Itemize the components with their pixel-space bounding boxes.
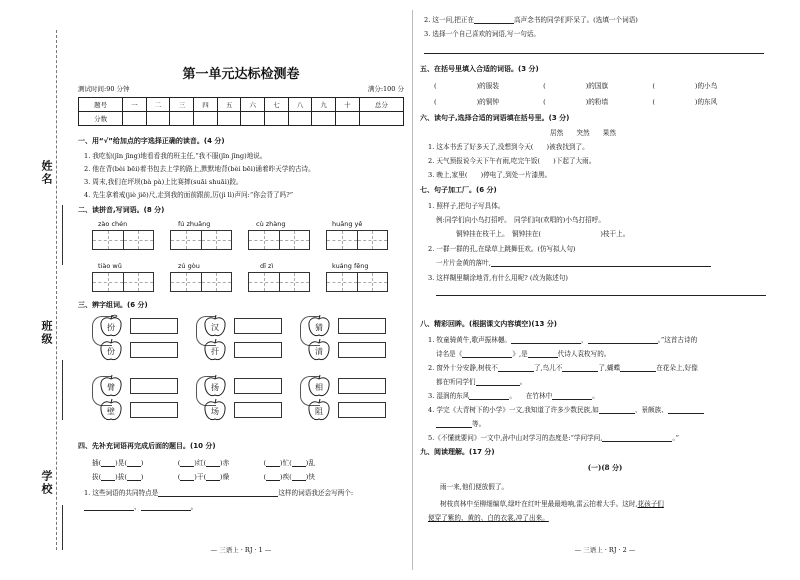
section-4-heading: 四、先补充词语再完成后面的题目。(10 分) — [78, 442, 216, 450]
binding-margin — [0, 0, 70, 580]
answer-box[interactable] — [234, 378, 282, 394]
page-footer: — 三语上 · RJ · 1 — — [210, 546, 272, 554]
reading-paragraph-1: 雨一来,他们便放假了。 — [440, 483, 509, 491]
score-cell: 七 — [265, 98, 289, 112]
s6-question-1: 1. 这本书丢了好多天了,没想到今天( )被我找到了。 — [428, 143, 589, 151]
section-7-heading: 七、句子加工厂。(6 分) — [420, 186, 497, 194]
score-input[interactable] — [146, 112, 170, 126]
char: 壁 — [107, 407, 115, 416]
score-input[interactable] — [194, 112, 218, 126]
score-header-row — [79, 98, 404, 112]
score-input[interactable] — [170, 112, 194, 126]
s5-row-1: ( )的服装 ( )的国旗 ( )的小鸟 — [434, 82, 718, 90]
writing-grid[interactable] — [92, 230, 154, 250]
score-input[interactable] — [336, 112, 360, 126]
score-value-row — [79, 112, 404, 126]
school-label: 学校 — [40, 470, 53, 496]
full-score: 满分:100 分 — [367, 85, 404, 93]
s7-example: 例:同学们向小鸟打招呼。 同学们向(欢唱的)小鸟打招呼。 — [436, 216, 605, 224]
writing-grid[interactable] — [326, 272, 388, 292]
answer-box[interactable] — [338, 378, 386, 394]
char: 汉 — [211, 323, 219, 332]
school-field[interactable] — [62, 505, 63, 550]
s8-question-2: 2. 窗外十分安静,树枝不 了,鸟儿不 了,蝴蝶 在花朵上,好像 — [428, 364, 698, 372]
apple-icon — [202, 397, 228, 423]
score-input[interactable] — [241, 112, 265, 126]
apple-icon — [98, 397, 124, 423]
score-input[interactable] — [288, 112, 312, 126]
score-cell: 总分 — [359, 98, 403, 112]
answer-box[interactable] — [234, 318, 282, 334]
score-input[interactable] — [265, 112, 289, 126]
score-row-label: 分数 — [79, 112, 123, 126]
s5-row-2: ( )的铜钟 ( )的粉墙 ( )的东风 — [434, 98, 718, 106]
answer-box[interactable] — [338, 318, 386, 334]
apple-icon — [98, 313, 124, 339]
s8-question-3: 3. 湿润的东风 。 在竹林中 。 — [428, 392, 599, 400]
section-9-heading: 九、阅读理解。(17 分) — [420, 448, 495, 456]
score-cell: 题号 — [79, 98, 123, 112]
char: 相 — [315, 383, 323, 392]
answer-line[interactable] — [491, 259, 711, 267]
apple-icon — [98, 373, 124, 399]
apple-icon — [202, 337, 228, 363]
answer-line[interactable] — [84, 503, 134, 511]
answer-box[interactable] — [234, 402, 282, 418]
char: 臂 — [107, 383, 115, 392]
pinyin-label: tiào wǔ — [98, 262, 122, 270]
score-input[interactable] — [217, 112, 241, 126]
apple-icon — [306, 373, 332, 399]
char: 份 — [107, 347, 115, 356]
apple-icon — [98, 337, 124, 363]
top-answer-line — [424, 46, 764, 54]
reading-paragraph-3: 便穿了紫的、黄的、白的衣裳,冲了出来。 — [428, 514, 549, 522]
page-divider — [412, 10, 413, 570]
page-footer: — 三语上 · RJ · 2 — — [574, 546, 636, 554]
pinyin-label: cù zhàng — [256, 220, 286, 228]
s4-row-1: 插( )晃( ) ( )红( )赤 ( )忙( )乱 — [92, 459, 315, 467]
exam-time: 测试时间:90 分钟 — [78, 85, 130, 93]
s7-answer-line — [436, 288, 766, 296]
s8-question-1-cont: 诗名是《 》,是 代诗人袁枚写的。 — [436, 350, 611, 358]
pinyin-label: fú zhuāng — [178, 220, 211, 228]
s6-question-2: 2. 天气预报说今天下午有雨,吃完午饭( )下起了大雨。 — [428, 157, 596, 165]
score-cell: 九 — [312, 98, 336, 112]
score-table — [78, 97, 404, 126]
score-cell: 三 — [170, 98, 194, 112]
s1-question-4: 4. 先生拿着戒(jiè jiē)尺,走到我的面前跟前,厉(jì lì)声问:“你会背了吗?” — [84, 191, 294, 199]
pinyin-label: dī zì — [260, 262, 274, 270]
top-question-3: 3. 选择一个自己喜欢的词语,写一句话。 — [424, 30, 540, 38]
pinyin-label: zào chén — [98, 220, 128, 228]
s4-question-1-cont: 、 。 — [84, 501, 197, 511]
s7-question-3: 3. 这样糊里糊涂地背,有什么用呢? (改为陈述句) — [428, 274, 568, 282]
left-page — [78, 0, 404, 580]
s8-question-2-cont: 都在听同学们 。 — [436, 378, 527, 386]
pinyin-label: huāng yě — [332, 220, 363, 228]
char: 猜 — [315, 323, 323, 332]
answer-box[interactable] — [130, 318, 178, 334]
s4-question-1: 1. 这些词语的共同特点是 这样的词语我还会写两个: — [84, 489, 354, 497]
binding-dashed-line — [56, 30, 57, 550]
right-page — [420, 0, 790, 580]
reading-part-1: (一)(8 分) — [587, 463, 623, 472]
writing-grid[interactable] — [92, 272, 154, 292]
section-8-heading: 八、精彩回眸。(根据课文内容填空)(13 分) — [420, 320, 557, 328]
answer-box[interactable] — [130, 402, 178, 418]
s1-question-1: 1. 我吃惊(jīn jīng)地看看我的班主任,“我不服(jīn jīng)地说。 — [84, 152, 267, 160]
s8-question-1: 1. 牧童骑黄牛,歌声振林樾。 ， 。”这首古诗的 — [428, 336, 698, 344]
section-3-heading: 三、辨字组词。(6 分) — [78, 301, 148, 309]
char: 清 — [315, 347, 323, 356]
section-5-heading: 五、在括号里填入合适的词语。(3 分) — [420, 65, 539, 73]
score-cell: 二 — [146, 98, 170, 112]
page-title: 第一单元达标检测卷 — [182, 67, 300, 82]
writing-grid[interactable] — [248, 272, 310, 292]
score-cell: 八 — [288, 98, 312, 112]
char: 扞 — [211, 347, 219, 356]
answer-line[interactable] — [158, 489, 278, 497]
answer-box[interactable] — [338, 342, 386, 358]
score-cell: 十 — [336, 98, 360, 112]
score-cell: 四 — [194, 98, 218, 112]
apple-icon — [202, 373, 228, 399]
name-label: 姓名 — [40, 160, 53, 186]
apple-icon — [202, 313, 228, 339]
apple-icon — [306, 397, 332, 423]
apple-icon — [306, 337, 332, 363]
answer-box[interactable] — [338, 402, 386, 418]
name-field[interactable] — [62, 205, 63, 265]
score-cell: 六 — [241, 98, 265, 112]
s8-question-4: 4. 学完《大青树下的小学》一文,我知道了许多少数民族,如 、景颇族、 — [428, 404, 704, 414]
s7-question-2b: 一片片金黄的落叶, — [436, 257, 711, 267]
score-cell: 一 — [123, 98, 147, 112]
answer-line[interactable] — [141, 503, 191, 511]
answer-line[interactable] — [474, 16, 514, 24]
apple-icon — [306, 313, 332, 339]
class-field[interactable] — [62, 360, 63, 420]
s7-question-1b: 铜钟挂在枝干上。 铜钟挂在( )枝干上。 — [456, 230, 630, 238]
reading-paragraph-2: 树枝真林中至柳细编草,绿叶在红叶里最最地响,雷云拍着大手。这时,花孩子们 — [440, 500, 664, 508]
class-label: 班级 — [40, 320, 53, 346]
score-input[interactable] — [123, 112, 147, 126]
answer-box[interactable] — [130, 378, 178, 394]
s8-question-5: 5.《不懂就要问》一文中,孙中山对学习的态度是:“学问学问, 。” — [428, 434, 679, 442]
writing-grid[interactable] — [170, 230, 232, 250]
section-6-heading: 六、读句子,选择合适的词语填在括号里。(3 分) — [420, 114, 570, 122]
writing-grid[interactable] — [170, 272, 232, 292]
s8-question-4-cont: 等。 — [436, 418, 485, 428]
s4-row-2: 拔( )拔( ) ( )干( )燥 ( )疾( )快 — [92, 473, 315, 481]
s7-question-1: 1. 照样子,把句子写具体。 — [428, 202, 505, 210]
s1-question-2: 2. 他在背(bèi bēi)着书包去上学的路上,默默地背(bèi bēi)诵着昨天学的古诗。 — [84, 165, 315, 173]
top-question-2: 2. 这一问,把正在 高声念书的同学们吓呆了。(选填一个词语) — [424, 16, 638, 24]
score-input[interactable] — [359, 112, 403, 126]
char: 阻 — [315, 407, 323, 416]
writing-grid[interactable] — [248, 230, 310, 250]
section-2-heading: 二、读拼音,写词语。(8 分) — [78, 206, 165, 214]
score-input[interactable] — [312, 112, 336, 126]
exam-meta — [78, 84, 404, 93]
score-cell: 五 — [217, 98, 241, 112]
char: 场 — [211, 407, 219, 416]
s6-question-3: 3. 晚上,家里( )停电了,到处一片漆黑。 — [428, 171, 552, 179]
s1-question-3: 3. 周末,我们在坪坝(bà pà)上比赛摔(suāi shuāi)跤。 — [84, 178, 243, 186]
pinyin-label: zú gòu — [178, 262, 200, 270]
answer-box[interactable] — [130, 342, 178, 358]
pinyin-label: kuáng fēng — [332, 262, 369, 270]
writing-grid[interactable] — [326, 230, 388, 250]
section-1-heading: 一、用“√”给加点的字选择正确的读音。(4 分) — [78, 137, 225, 145]
answer-box[interactable] — [234, 342, 282, 358]
char: 扬 — [211, 383, 219, 392]
s6-choices: 居然 突然 果然 — [550, 129, 616, 137]
char: 扮 — [107, 323, 115, 332]
s7-question-2: 2. 一群一群的孔,在绿草上跳舞狂欢。(仿写拟人句) — [428, 245, 576, 253]
